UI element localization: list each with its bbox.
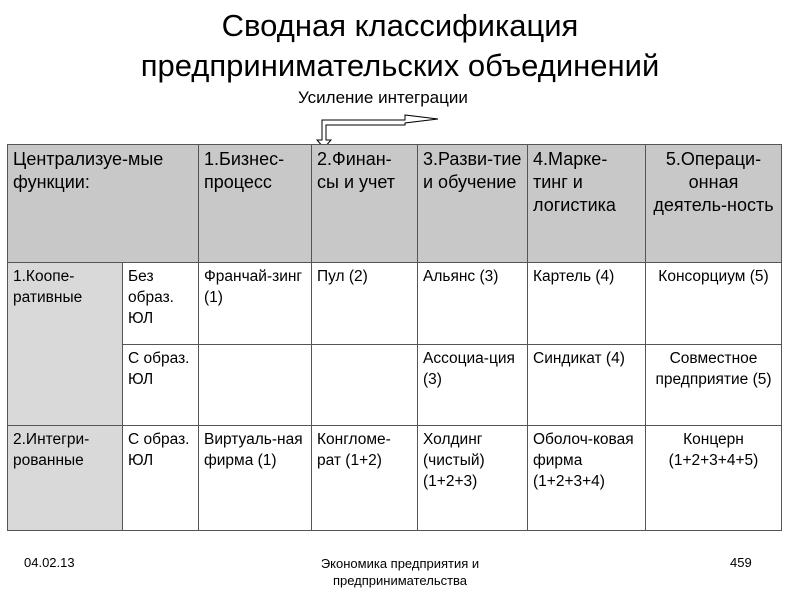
- cell-joint-venture: Совместное предприятие (5): [646, 345, 782, 426]
- row-sub-with-entity-integrated: С образ. ЮЛ: [123, 426, 199, 531]
- cell-alliance: Альянс (3): [418, 263, 528, 345]
- header-business-process: 1.Бизнес-процесс: [199, 145, 312, 263]
- table-row: [8, 426, 782, 531]
- cell-association: Ассоциа-ция (3): [418, 345, 528, 426]
- classification-table: [7, 144, 782, 531]
- header-marketing: 4.Марке-тинг и логистика: [528, 145, 646, 263]
- cell-pool: Пул (2): [312, 263, 418, 345]
- cell-conglomerate: Конгломе-рат (1+2): [312, 426, 418, 531]
- table-row: [8, 263, 782, 345]
- cell-syndicate: Синдикат (4): [528, 345, 646, 426]
- row-sub-with-entity: С образ. ЮЛ: [123, 345, 199, 426]
- integration-arrow-label: Усиление интеграции: [298, 88, 468, 107]
- row-group-cooperative: 1.Коопе-ративные: [8, 263, 123, 426]
- header-finance: 2.Финан-сы и учет: [312, 145, 418, 263]
- cell-empty: [312, 345, 418, 426]
- cell-empty: [199, 345, 312, 426]
- row-group-integrated: 2.Интегри-рованные: [8, 426, 123, 531]
- row-sub-no-entity: Без образ. ЮЛ: [123, 263, 199, 345]
- title-line-1: Сводная классификация: [221, 8, 579, 43]
- cell-holding: Холдинг (чистый) (1+2+3): [418, 426, 528, 531]
- table-header-row: [8, 145, 782, 263]
- title-line-2: предпринимательских объединений: [140, 48, 660, 83]
- header-development: 3.Разви-тие и обучение: [418, 145, 528, 263]
- cell-cartel: Картель (4): [528, 263, 646, 345]
- integration-arrow-icon: [300, 108, 450, 148]
- footer-subject: Экономика предприятия и предпринимательства: [320, 556, 480, 588]
- cell-virtual-firm: Виртуаль-ная фирма (1): [199, 426, 312, 531]
- cell-shell-firm: Оболоч-ковая фирма (1+2+3+4): [528, 426, 646, 531]
- footer-page-number: 459: [730, 555, 752, 570]
- header-functions: Централизуе-мые функции:: [8, 145, 199, 263]
- cell-consortium: Консорциум (5): [646, 263, 782, 345]
- page-title: [0, 6, 800, 86]
- header-operations: 5.Операци-онная деятель-ность: [646, 145, 782, 263]
- cell-concern: Концерн (1+2+3+4+5): [646, 426, 782, 531]
- cell-franchising: Франчай-зинг (1): [199, 263, 312, 345]
- footer-date: 04.02.13: [24, 555, 75, 570]
- table-row: [8, 345, 782, 426]
